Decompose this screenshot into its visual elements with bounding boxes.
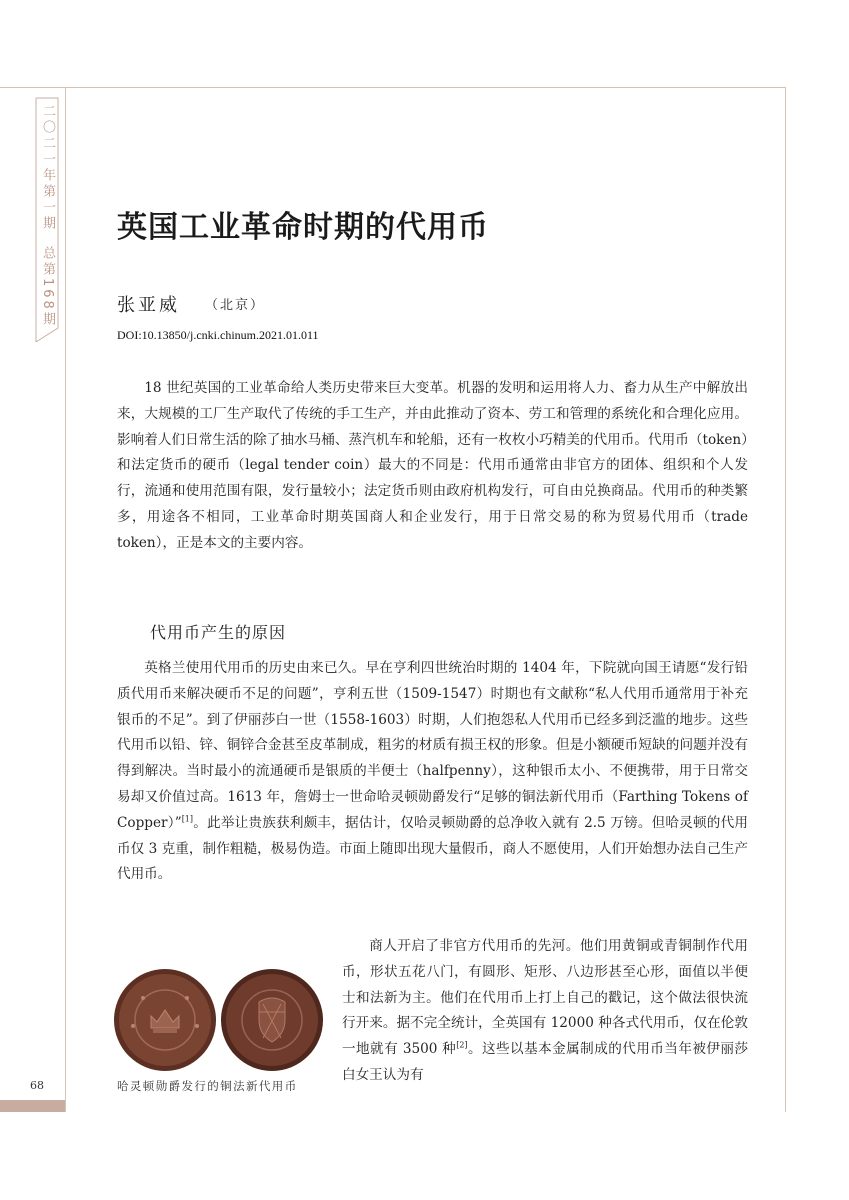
body-paragraph-history: [117, 656, 748, 888]
page-frame-left: [65, 87, 66, 1112]
article-title: 英国工业革命时期的代用币: [117, 210, 489, 245]
intro-paragraph: 18 世纪英国的工业革命给人类历史带来巨大变革。机器的发明和运用将人力、畜力从生产中解放出来，大规模的工厂生产取代了传统的手工生产，并由此推动了资本、劳工和管理的系统化和合理化应用。影响着人们日常生活的除了抽水马桶、蒸汽机车和轮船，还有一枚枚小巧精美的代用币。代用币（token）和法定货币的硬币（legal tender coin）最大的不同是：代用币通常由非官方的团体、组织和个人发行，流通和使用范围有限，发行量较小；法定货币则由政府机构发行，可自由兑换商品。代用币的种类繁多，用途各不相同，工业革命时期英国商人和企业发行，用于日常交易的称为贸易代用币（trade token），正是本文的主要内容。: [117, 380, 748, 551]
section-heading: 代用币产生的原因: [150, 623, 287, 642]
issue-label: [37, 104, 57, 328]
page-frame-right: [785, 87, 786, 1112]
coin-photo: [113, 968, 325, 1072]
paragraph-text: 。这些以基本金属制成的代用币当年被伊丽莎白女王认为有: [342, 1041, 749, 1083]
page-frame-top: [0, 87, 785, 88]
paragraph-text: 商人开启了非官方代用币的先河。他们用黄铜或青铜制作代用币，形状五花八门，有圆形、矩形、八边形甚至心形，面值以半便士和法新为主。他们在代用币上打上自己的戳记，这个做法很快流行开来。据不完全统计，全英国有 12000 种各式代用币，仅在伦敦一地就有 3500 种: [342, 938, 748, 1058]
paragraph-text: 。此举让贵族获利颇丰，据估计，仅哈灵顿勋爵的总净收入就有 2.5 万镑。但哈灵顿的代用币仅 3 克重，制作粗糙，极易伪造。市面上随即出现大量假币，商人不愿使用，人们开始想办法自己生产代用币。: [117, 814, 748, 883]
page-corner-bar: [0, 1100, 65, 1112]
body-paragraph-merchants: [342, 934, 748, 1089]
figure-caption: 哈灵顿勋爵发行的铜法新代用币: [117, 1079, 298, 1093]
paragraph-text: 英格兰使用代用币的历史由来已久。早在亨利四世统治时期的 1404 年，下院就向国王请愿“发行铅质代用币来解决硬币不足的问题”，亨利五世（1509-1547）时期也有文献称“私人代用币通常用于补充银币的不足”。到了伊丽莎白一世（1558-1603）时期，人们抱怨私人代用币已经多到泛滥的地步。这些代用币以铅、锌、铜锌合金甚至皮革制成，粗劣的材质有损王权的形象。但是小额硬币短缺的问题并没有得到解决。当时最小的流通硬币是银质的半便士（halfpenny），这种银币太小、不便携带，用于日常交易却又价值过高。1613 年，詹姆士一世命哈灵顿勋爵发行“足够的铜法新代用币（Farthing Tokens of Copper）”: [117, 660, 748, 831]
issue-total: 总第168期: [40, 246, 55, 328]
coin-reverse: [221, 969, 323, 1071]
coin-obverse: [114, 969, 216, 1071]
issue-sidebar: [34, 96, 60, 344]
reference-mark: [2]: [456, 1040, 468, 1050]
author-affiliation: （北京）: [205, 298, 266, 313]
doi: DOI:10.13850/j.cnki.chinum.2021.01.011: [117, 328, 319, 342]
page-number: 68: [30, 1079, 44, 1092]
issue-year: 二〇二一年第一期: [40, 104, 55, 232]
reference-mark: [1]: [181, 814, 194, 824]
author-name: 张亚威: [117, 295, 180, 316]
